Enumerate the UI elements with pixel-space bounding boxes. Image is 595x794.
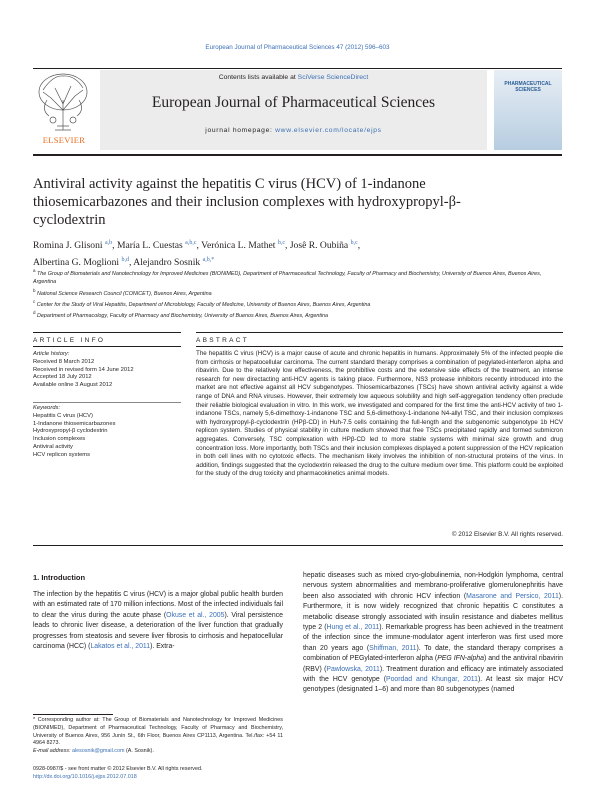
journal-reference[interactable]: European Journal of Pharmaceutical Sciences 47 (2012) 596–603	[205, 44, 390, 51]
footnote-rule	[33, 714, 113, 715]
contents-line	[100, 74, 487, 81]
intro-column-right	[303, 571, 563, 696]
cover-title: PHARMACEUTICAL SCIENCES	[504, 81, 552, 93]
intro-column-left	[33, 590, 283, 652]
keyword: Antiviral activity	[33, 443, 73, 450]
citation-link[interactable]: Masarone and Persico, 2011	[466, 592, 559, 600]
issn-line: 0928-0987/$ - see front matter © 2012 Elsevier B.V. All rights reserved.	[33, 766, 203, 772]
affiliation: $^b$ National Science Research Council (CONICET), Buenos Aires, Argentina	[33, 287, 212, 297]
copyright-notice: © 2012 Elsevier B.V. All rights reserved.	[451, 531, 563, 538]
citation-link[interactable]: Lakatos et al., 2011	[90, 643, 151, 651]
body-text: ). Treatment duration and efficacy are intimately associated with the HCV genotype (	[303, 665, 563, 684]
email-label: E-mail address:	[33, 748, 71, 755]
divider	[33, 545, 563, 546]
divider	[33, 402, 181, 403]
divider	[33, 332, 181, 333]
keywords-label: Keywords:	[33, 405, 61, 411]
body-text: ). Remarkable progress has been achieved in the treatment of the infection since the immune-modulator agent interferon was first used more than 20 years ago (	[303, 624, 563, 652]
corresponding-author-footnote	[33, 717, 283, 756]
author[interactable]: Romina J. Glisoni $^{a,b}$	[33, 240, 113, 252]
author[interactable]: Albertina G. Moglioni $^{b,d}$	[33, 257, 129, 269]
history-label: Article history:	[33, 351, 70, 357]
history-item: Received in revised form 14 June 2012	[33, 366, 134, 373]
keywords	[33, 405, 181, 460]
affiliation: $^a$ The Group of Biomaterials and Nanotechnology for Improved Medicines (BIONIMED), Department of Pharmaceutical Technology, Faculty of Pharmacy and Biochemistry, University of Buenos Aires, Buenos Aires, Argentina	[33, 268, 542, 286]
journal-title: European Journal of Pharmaceutical Sciences	[151, 94, 436, 111]
body-text: ). Viral persistence leads to chronic liver disease, a deterioration of the liver function that gradually progresses from steatosis and severe liver fibrosis to cirrhosis and hepatocellular carcinoma (HCC) (	[33, 611, 283, 651]
body-text: ) and the antiviral ribavirin (RBV) (	[303, 655, 563, 673]
footnote-text: * Corresponding author at: The Group of Biomaterials and Nanotechnology for Improved Medicines (BIONIMED), Department of Pharmaceutical Technology, Faculty of Pharmacy and Biochemistry, University of Buenos Aires, 956 Junín St., 6th Floor, Buenos Aires CP1113, Argentina. Tel./fax: +54 11 4964 8273.	[33, 717, 283, 747]
author[interactable]: Verónica L. Mathet $^{b,c}$	[201, 240, 286, 252]
body-text: The infection by the hepatitis C virus (HCV) is a major global public health burden with an estimated rate of 170 million infections. Most of the infected individuals fail to clear the virus during the acute phase (	[33, 591, 283, 619]
sciencedirect-link[interactable]: SciVerse ScienceDirect	[297, 74, 369, 81]
keyword: Inclusion complexes	[33, 436, 86, 443]
history-item: Accepted 18 July 2012	[33, 374, 92, 381]
author[interactable]: María L. Cuestas $^{a,b,c}$	[116, 240, 197, 252]
keyword: 1-Indanone thiosemicarbazones	[33, 420, 116, 427]
history-item: Available online 3 August 2012	[33, 382, 113, 389]
body-text: hepatic diseases such as mixed cryo-globulinemia, non-Hodgkin lymphoma, central nervous system abnormalities and membrano-proliferative glomerulonephritis have been also associated with chronic HCV infection (	[303, 572, 563, 600]
homepage-prefix: journal homepage:	[205, 127, 276, 134]
author[interactable]: Alejandro Sosnik $^{a,b,*}$	[133, 257, 215, 269]
header-top-rule	[33, 68, 562, 69]
affiliation: $^c$ Center for the Study of Viral Hepatitis, Department of Microbiology, Faculty of Medicine, University of Buenos Aires, Buenos Aires, Argentina	[33, 298, 371, 308]
email-suffix: (A. Sosnik).	[125, 748, 154, 755]
elsevier-wordmark: ELSEVIER	[42, 135, 86, 145]
author[interactable]: Josê R. Oubiña $^{b,c}$	[289, 240, 358, 252]
keyword: HCV replicon systems	[33, 451, 91, 458]
article-info-heading: ARTICLE INFO	[33, 337, 106, 344]
citation-link[interactable]: Hung et al., 2011	[326, 624, 380, 632]
body-text: ). Furthermore, it is now widely recognized that chronic hepatitis C constitutes a metabolic disease strongly associated with insulin resistance and diabetes mellitus type 2 (	[303, 592, 564, 632]
doi-link[interactable]: http://dx.doi.org/10.1016/j.ejps.2012.07.018	[33, 773, 137, 780]
affiliations	[33, 267, 563, 320]
homepage-link[interactable]: www.elsevier.com/locate/ejps	[275, 127, 382, 134]
page-footer	[33, 766, 283, 782]
author-list: Romina J. Glisoni $^{a,b}$, María L. Cuestas $^{a,b,c}$, Verónica L. Mathet $^{b,c}$, Josê R. Oubiña $^{b,c}$, Albertina G. Moglioni $^{b,d}$, Alejandro Sosnik $^{a,b,*}$	[33, 240, 361, 269]
affiliation: $^d$ Department of Pharmacology, Faculty of Pharmacy and Biochemistry, University of Buenos Aires, Buenos Aires, Argentina	[33, 310, 329, 319]
section-heading: 1. Introduction	[33, 573, 86, 582]
divider	[196, 346, 563, 347]
email-link[interactable]: alesosnik@gmail.com	[71, 748, 125, 755]
history-item: Received 8 March 2012	[33, 358, 95, 365]
article-title: Antiviral activity against the hepatitis C virus (HCV) of 1-indanone thiosemicarbazones and their inclusion complexes with hydroxypropyl-β-cyclodextrin	[33, 176, 461, 228]
body-text: PEG IFN-alpha	[437, 655, 484, 663]
abstract-heading: ABSTRACT	[196, 337, 250, 344]
keyword: Hepatitis C virus (HCV)	[33, 412, 93, 419]
body-text: ). To date, the standard therapy comprises a combination of PEGylated-interferon alpha (	[303, 644, 563, 663]
keyword: Hydroxypropyl-β cyclodextrin	[33, 428, 108, 435]
citation-link[interactable]: Okuse et al., 2005	[166, 611, 225, 619]
citation-link[interactable]: Pawlowska, 2011	[326, 665, 380, 673]
divider	[33, 346, 181, 347]
abstract-text: The hepatitis C virus (HCV) is a major cause of acute and chronic hepatitis in humans. Approximately 5% of the infected people die from cirrhosis or hepatocellular carcinoma. The current standard therapy comprises a combination of pegylated-interferon alpha and ribavirin. Due to the relatively low effectiveness, the prohibitive costs and the extensive side effects of the treatment, an intense research for new directacting anti-HCV agents is taking place. Furthermore, NS3 protease inhibitors recently introduced into the market are not effective against all HCV subgenotypes. Thiosemicarbazones (TSCs) have shown antiviral activity against a wide range of DNA and RNA viruses. However, their extremely low aqueous solubility and high self-aggregation tendency often preclude their reliable biological evaluation in vitro. In this work, we investigated and compared for the first time the anti-HCV activity of two 1-indanone TSCs, namely 5,6-dimethoxy-1-indanone TSC and 5,6-dimethoxy-1-indanone N4-allyl TSC, and their inclusion complexes with hydroxypropyl-β-cyclodextrin (HPβ-CD) in Huh-7.5 cells containing the full-length and the subgenomic subgenotype 1b HCV replicon system. Studies of physical stability in culture medium showed that free TSCs precipitated rapidly and formed submicron aggregates. Conversely, TSC complexation with HPβ-CD led to more stable systems with minimal size growth and drug concentration loss. More importantly, both TSCs and their inclusion complexes displayed a potent suppression of the HCV replication in both cell lines with no cytotoxic effects. The mechanism likely involves the inhibition of non-structural proteins of the virus. In addition, findings suggested that the cyclodextrin released the drug to the culture medium over time. This platform could be exploited for the study of the drug toxicity and pharmacokinetics animal models.	[196, 350, 563, 478]
citation-link[interactable]: Poordad and Khungar, 2011	[386, 676, 478, 684]
journal-homepage-line	[100, 127, 487, 134]
article-history	[33, 351, 181, 390]
contents-prefix: Contents lists available at	[218, 74, 296, 81]
body-text: ). At least six major HCV genotypes (designated 1–6) and more than 80 subgenotypes (named	[303, 676, 563, 694]
body-text: ). Extra-	[150, 643, 175, 651]
divider	[196, 332, 563, 333]
citation-link[interactable]: Shiffman, 2011	[369, 644, 417, 652]
header-bottom-rule	[33, 154, 562, 156]
